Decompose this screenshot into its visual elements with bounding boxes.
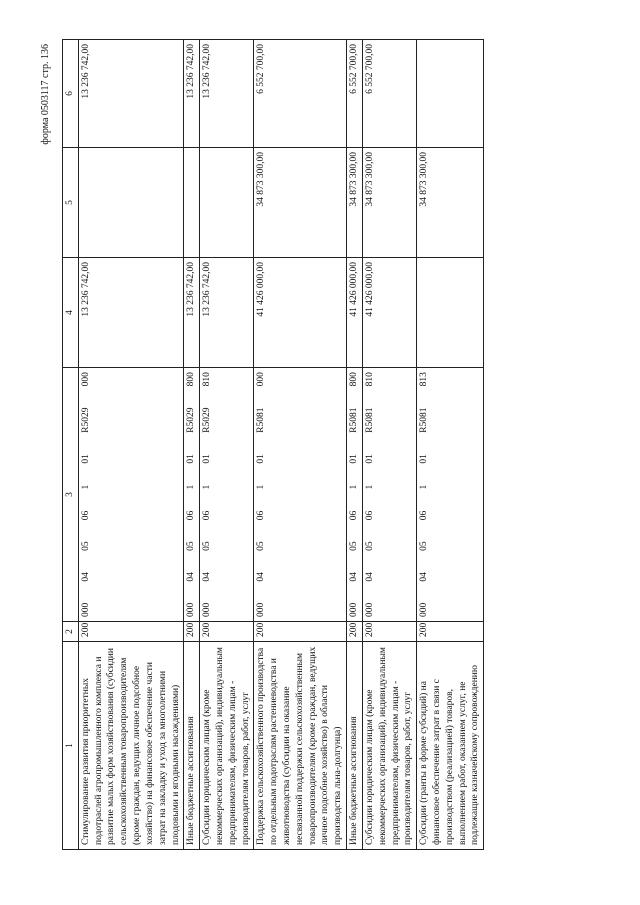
form-reference: форма 0503117 стр. 136 <box>40 44 51 145</box>
row-amount-c6: 13 236 742,00 <box>184 40 200 148</box>
kbk-segment: 1 <box>256 484 267 490</box>
kbk-segment: 01 <box>202 454 213 464</box>
kbk-segment: 1 <box>349 484 360 490</box>
row-code: 200 <box>347 622 363 642</box>
kbk-segment: 01 <box>256 454 267 464</box>
kbk-segment: 01 <box>80 454 91 464</box>
row-amount-c4: 13 236 742,00 <box>184 258 200 368</box>
row-name: Иные бюджетные ассигнования <box>347 642 363 850</box>
kbk-segment: 000 <box>256 372 267 387</box>
row-name: Стимулирование развития приоритетных подотраслей агропромышленного комплекса и развитие малых форм хозяйствования (субсидии сельскохозяйственным товаропроизводителям (кроме граждан, ведущих личное подсобное хозяйство) на финансовое обеспечение части затрат на закладку и уход за многолетними плодовыми и ягодными насаждениями) <box>78 642 184 850</box>
kbk-segment: 000 <box>349 602 360 617</box>
column-header: 5 <box>63 148 79 258</box>
row-code: 200 <box>200 622 254 642</box>
kbk-segment: 01 <box>186 454 197 464</box>
row-code: 200 <box>78 622 184 642</box>
row-name: Поддержка сельскохозяйственного производства по отдельным подотраслям растениеводства и животноводства (субсидии на оказание несвязанной поддержки сельскохозяйственным товаропроизводителям (кроме граждан, ведущих личное подсобное хозяйство) в области производства льна-долгунца) <box>254 642 347 850</box>
kbk-segment: 1 <box>364 484 375 490</box>
row-amount-c6: 6 552 700,00 <box>254 40 347 148</box>
kbk-segment: 04 <box>186 572 197 582</box>
kbk-segment: 000 <box>202 602 213 617</box>
row-kbk <box>200 368 254 622</box>
table-row <box>417 40 484 850</box>
kbk-segment: 000 <box>80 372 91 387</box>
row-kbk <box>254 368 347 622</box>
kbk-segment: R5029 <box>202 407 213 433</box>
table-row <box>184 40 200 850</box>
kbk-segment: 810 <box>364 372 375 387</box>
row-amount-c5 <box>200 148 254 258</box>
kbk-segment: R5081 <box>349 407 360 433</box>
row-amount-c5: 34 873 300,00 <box>417 148 484 258</box>
kbk-segment: 000 <box>364 602 375 617</box>
kbk-segment: 05 <box>364 541 375 551</box>
kbk-segment: 04 <box>419 572 430 582</box>
row-amount-c5: 34 873 300,00 <box>362 148 416 258</box>
row-amount-c5 <box>184 148 200 258</box>
row-amount-c4: 41 426 000,00 <box>254 258 347 368</box>
table-row <box>347 40 363 850</box>
table-body <box>78 40 483 850</box>
kbk-segment: R5029 <box>186 407 197 433</box>
kbk-segment: 04 <box>256 572 267 582</box>
row-name: Субсидии (гранты в форме субсидий) на финансовое обеспечение затрат в связи с производством (реализацией) товаров, выполнением работ, оказанием услуг, не подлежащие казначейскому сопровождению <box>417 642 484 850</box>
kbk-segment: 06 <box>349 510 360 521</box>
row-kbk <box>347 368 363 622</box>
row-amount-c4: 13 236 742,00 <box>78 258 184 368</box>
row-name: Субсидии юридическим лицам (кроме некоммерческих организаций), индивидуальным предпринимателям, физическим лицам - производителям товаров, работ, услуг <box>362 642 416 850</box>
row-code: 200 <box>362 622 416 642</box>
kbk-segment: 800 <box>186 372 197 387</box>
kbk-segment: R5081 <box>419 407 430 433</box>
kbk-segment: 000 <box>80 602 91 617</box>
row-kbk <box>184 368 200 622</box>
kbk-segment: 05 <box>80 541 91 551</box>
kbk-segment: 01 <box>349 454 360 464</box>
row-amount-c6: 6 552 700,00 <box>347 40 363 148</box>
kbk-segment: 04 <box>80 572 91 582</box>
kbk-segment: 04 <box>202 572 213 582</box>
kbk-segment: 04 <box>364 572 375 582</box>
row-amount-c4: 41 426 000,00 <box>347 258 363 368</box>
row-amount-c6: 13 236 742,00 <box>200 40 254 148</box>
report-table <box>62 39 484 850</box>
kbk-segment: 05 <box>419 541 430 551</box>
column-header: 4 <box>63 258 79 368</box>
kbk-segment: 05 <box>349 541 360 551</box>
header-row <box>63 40 79 850</box>
row-amount-c4: 13 236 742,00 <box>200 258 254 368</box>
table-row <box>254 40 347 850</box>
kbk-segment: R5029 <box>80 407 91 433</box>
row-amount-c5: 34 873 300,00 <box>347 148 363 258</box>
kbk-segment: 06 <box>364 510 375 521</box>
kbk-segment: 06 <box>202 510 213 521</box>
kbk-segment: 000 <box>256 602 267 617</box>
kbk-segment: 1 <box>202 484 213 490</box>
kbk-segment: R5081 <box>256 407 267 433</box>
table-row <box>78 40 184 850</box>
row-code: 200 <box>417 622 484 642</box>
column-header: 3 <box>63 368 79 622</box>
row-amount-c6 <box>417 40 484 148</box>
kbk-segment: 05 <box>202 541 213 551</box>
row-amount-c5 <box>78 148 184 258</box>
row-amount-c4: 41 426 000,00 <box>362 258 416 368</box>
row-amount-c4 <box>417 258 484 368</box>
kbk-segment: 813 <box>419 372 430 387</box>
row-amount-c5: 34 873 300,00 <box>254 148 347 258</box>
kbk-segment: 01 <box>364 454 375 464</box>
kbk-segment: 04 <box>349 572 360 582</box>
kbk-segment: 01 <box>419 454 430 464</box>
column-header: 6 <box>63 40 79 148</box>
kbk-segment: R5081 <box>364 407 375 433</box>
rotated-page <box>40 30 630 870</box>
kbk-segment: 06 <box>80 510 91 521</box>
table-row <box>200 40 254 850</box>
row-amount-c6: 13 236 742,00 <box>78 40 184 148</box>
kbk-segment: 000 <box>419 602 430 617</box>
kbk-segment: 000 <box>186 602 197 617</box>
row-code: 200 <box>184 622 200 642</box>
kbk-segment: 1 <box>186 484 197 490</box>
row-kbk <box>362 368 416 622</box>
kbk-segment: 05 <box>256 541 267 551</box>
row-name: Субсидии юридическим лицам (кроме некоммерческих организаций), индивидуальным предпринимателям, физическим лицам - производителям товаров, работ, услуг <box>200 642 254 850</box>
kbk-segment: 06 <box>186 510 197 521</box>
row-name: Иные бюджетные ассигнования <box>184 642 200 850</box>
kbk-segment: 05 <box>186 541 197 551</box>
column-header: 2 <box>63 622 79 642</box>
kbk-segment: 800 <box>349 372 360 387</box>
row-kbk <box>78 368 184 622</box>
kbk-segment: 1 <box>419 484 430 490</box>
column-header: 1 <box>63 642 79 850</box>
kbk-segment: 06 <box>419 510 430 521</box>
row-kbk <box>417 368 484 622</box>
row-amount-c6: 6 552 700,00 <box>362 40 416 148</box>
row-code: 200 <box>254 622 347 642</box>
table-row <box>362 40 416 850</box>
kbk-segment: 1 <box>80 484 91 490</box>
kbk-segment: 06 <box>256 510 267 521</box>
kbk-segment: 810 <box>202 372 213 387</box>
